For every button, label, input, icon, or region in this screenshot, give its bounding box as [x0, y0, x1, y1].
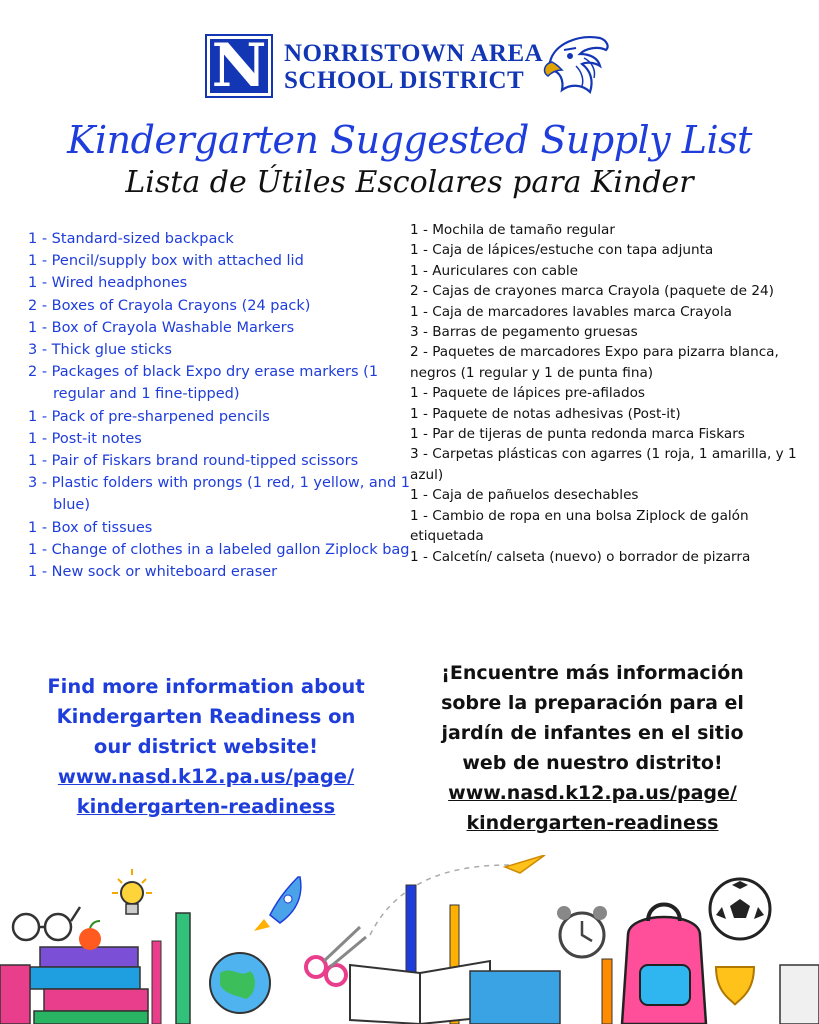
supply-item-es: 2 - Cajas de crayones marca Crayola (paquete de 24) [410, 283, 774, 300]
supply-item-en: 1 - Box of Crayola Washable Markers [28, 319, 295, 336]
supply-item-en: 3 - Thick glue sticks [28, 342, 172, 359]
glasses-icon [13, 907, 80, 940]
ruler-icon [176, 913, 190, 1024]
supply-item-es: 1 - Calcetín/ calseta (nuevo) o borrador de pizarra [410, 548, 751, 565]
supply-item-es: 1 - Caja de marcadores lavables marca Crayola [410, 303, 732, 320]
supply-item-en: 1 - Pair of Fiskars brand round-tipped scissors [28, 453, 359, 470]
website-link-es-line2[interactable]: kindergarten-readiness [466, 812, 719, 834]
supply-item-es: 1 - Mochila de tamaño regular [410, 222, 615, 238]
title-english: Kindergarten Suggested Supply List [67, 118, 752, 162]
paint-palette-icon [780, 965, 819, 1024]
math-book-icon [0, 965, 30, 1024]
supply-item-es: 1 - Cambio de ropa en una bolsa Ziplock de galón etiquetada [410, 507, 749, 545]
website-link-es-line1[interactable]: www.nasd.k12.pa.us/page/ [448, 782, 737, 804]
supply-item-en: 3 - Plastic folders with prongs (1 red, 1 yellow, and 1 blue) [28, 475, 411, 514]
supply-item-en: 1 - Change of clothes in a labeled gallon Ziplock bag [28, 541, 410, 558]
website-link-line1[interactable]: www.nasd.k12.pa.us/page/ [57, 765, 355, 788]
supply-list-english [28, 228, 413, 583]
supply-item-es: 3 - Carpetas plásticas con agarres (1 roja, 1 amarilla, y 1 azul) [410, 446, 797, 483]
supply-item-es: 1 - Paquete de lápices pre-afilados [410, 385, 646, 402]
supply-item-en: 1 - Wired headphones [28, 275, 188, 292]
backpack-icon [622, 905, 706, 1024]
school-supplies-illustration [0, 855, 819, 1024]
supply-item-en: 1 - Standard-sized backpack [28, 231, 234, 247]
info-english [40, 672, 372, 822]
rocket-icon [254, 877, 301, 931]
supply-item-en: 1 - New sock or whiteboard eraser [28, 564, 278, 581]
district-name [284, 40, 543, 94]
supply-item-es: 1 - Caja de lápices/estuche con tapa adjunta [410, 242, 714, 259]
crayon-icon [602, 959, 612, 1024]
supply-item-en: 2 - Boxes of Crayola Crayons (24 pack) [28, 297, 311, 314]
supply-item-es: 1 - Par de tijeras de punta redonda marca Fiskars [410, 426, 745, 443]
lightbulb-icon [112, 869, 152, 914]
open-book-icon [350, 961, 490, 1024]
info-spanish [440, 658, 745, 838]
paper-plane-icon [505, 855, 545, 873]
district-name-line1: NORRISTOWN AREA [284, 40, 544, 67]
alarm-clock-icon [557, 906, 607, 957]
info-spanish-text: ¡Encuentre más información sobre la preparación para el jardín de infantes en el sitio web de nuestro distrito! [441, 662, 744, 774]
supply-item-en: 1 - Box of tissues [28, 519, 153, 536]
globe-icon [210, 953, 270, 1013]
eagle-mascot-icon [540, 32, 614, 100]
supply-item-en: 1 - Pencil/supply box with attached lid [28, 253, 304, 270]
supply-item-es: 2 - Paquetes de marcadores Expo para pizarra blanca, negros (1 regular y 1 de punta fina) [410, 344, 779, 381]
title-spanish: Lista de Útiles Escolares para Kinder [125, 165, 694, 200]
trophy-icon [716, 967, 754, 1005]
supply-item-en: 1 - Pack of pre-sharpened pencils [28, 408, 270, 425]
supply-item-en: 1 - Post-it notes [28, 430, 142, 447]
supply-item-es: 1 - Auriculares con cable [410, 262, 579, 279]
info-english-text: Find more information about Kindergarten Readiness on our district website! [47, 675, 365, 758]
supply-item-es: 3 - Barras de pegamento gruesas [410, 324, 638, 341]
soccer-ball-icon [710, 879, 770, 939]
header [0, 30, 819, 102]
supply-list-spanish [410, 220, 800, 567]
district-name-line2: SCHOOL DISTRICT [284, 67, 525, 94]
marker-icon [152, 941, 161, 1024]
supply-item-es: 1 - Paquete de notas adhesivas (Post-it) [410, 405, 681, 422]
district-logo: N [207, 36, 271, 96]
folder-icon [470, 971, 560, 1024]
supply-item-es: 1 - Caja de pañuelos desechables [410, 487, 639, 504]
supply-item-en: 2 - Packages of black Expo dry erase markers (1 regular and 1 fine-tipped) [28, 364, 379, 403]
website-link-line2[interactable]: kindergarten-readiness [76, 795, 336, 818]
